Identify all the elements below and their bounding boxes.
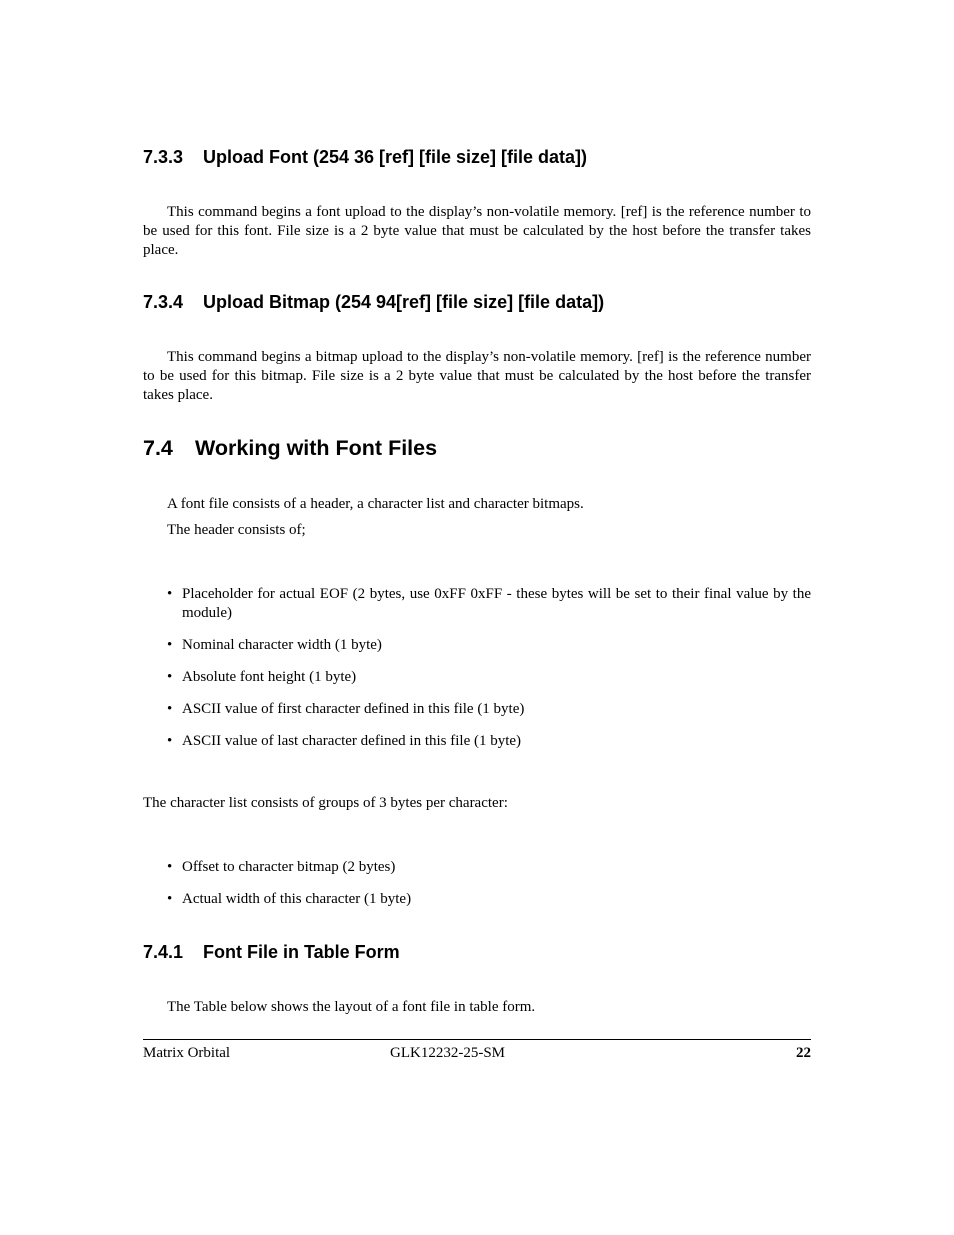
list-item: • Actual width of this character (1 byte) — [167, 891, 412, 907]
header-intro: The header consists of; — [167, 522, 306, 538]
section-heading-7-3-4 — [143, 291, 604, 313]
section-number: 7.3.3 — [143, 147, 184, 167]
bullet-icon: • — [167, 733, 173, 749]
bullet-icon: • — [167, 637, 173, 653]
bullet-icon: • — [167, 586, 173, 602]
footer-model: GLK12232-25-SM — [390, 1045, 505, 1061]
font-file-intro: A font file consists of a header, a character list and character bitmaps. — [167, 496, 584, 512]
list-item: • Nominal character width (1 byte) — [167, 637, 382, 653]
section-title: Upload Font (254 36 [ref] [file size] [file data]) — [203, 147, 588, 167]
bullet-icon: • — [167, 859, 173, 875]
section-title: Upload Bitmap (254 94[ref] [file size] [file data]) — [203, 292, 605, 312]
bullet-icon: • — [167, 891, 173, 907]
list-item: • ASCII value of first character defined in this file (1 byte) — [167, 701, 525, 717]
section-body-7-3-3: This command begins a font upload to the display’s non-volatile memory. [ref] is the reference number to be used for this font. File size is a 2 byte value that must be calculated by the host before the transfer takes place. — [143, 204, 811, 258]
section-heading-7-4 — [143, 435, 437, 461]
section-title: Working with Font Files — [195, 436, 438, 460]
document-page — [143, 0, 811, 1235]
section-number: 7.4.1 — [143, 942, 184, 962]
section-title: Font File in Table Form — [203, 942, 400, 962]
header-fields-list — [143, 585, 811, 764]
footer-company: Matrix Orbital — [143, 1045, 231, 1061]
bullet-icon: • — [167, 701, 173, 717]
page-number: 22 — [796, 1045, 811, 1061]
character-list-fields — [143, 858, 811, 922]
character-list-intro: The character list consists of groups of 3 bytes per character: — [143, 795, 508, 811]
section-heading-7-3-3 — [143, 146, 587, 168]
bullet-icon: • — [167, 669, 173, 685]
section-body-7-3-4: This command begins a bitmap upload to the display’s non-volatile memory. [ref] is the reference number to be used for this bitmap. File size is a 2 byte value that must be calculated by the host before the transfer takes place. — [143, 349, 811, 403]
footer-rule — [143, 1039, 811, 1040]
list-item: • ASCII value of last character defined in this file (1 byte) — [167, 733, 522, 749]
section-number: 7.4 — [143, 436, 173, 460]
section-heading-7-4-1 — [143, 941, 400, 963]
list-item: • Absolute font height (1 byte) — [167, 669, 357, 685]
section-body-7-4-1: The Table below shows the layout of a font file in table form. — [167, 999, 536, 1015]
section-number: 7.3.4 — [143, 292, 184, 312]
list-item: • Offset to character bitmap (2 bytes) — [167, 859, 396, 875]
list-item: • Placeholder for actual EOF (2 bytes, use 0xFF 0xFF - these bytes will be set to their final value by the module) — [167, 586, 811, 621]
